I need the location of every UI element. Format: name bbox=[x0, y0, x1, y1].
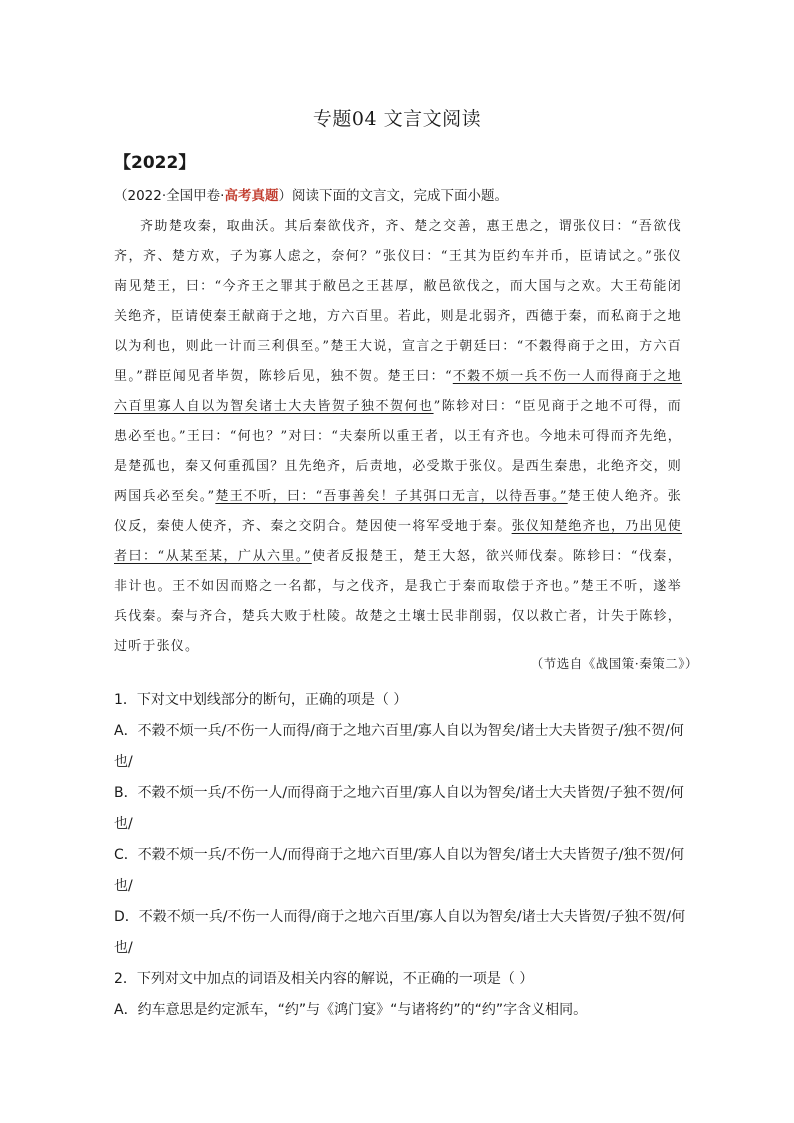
question-1-option-c: C．不穀不烦一兵/不伤一人/而得商于之地六百里/寡人自以为智矣/诸士大夫皆贺子/独不贺/何也/ bbox=[114, 847, 685, 894]
intro-prefix: （2022·全国甲卷· bbox=[114, 188, 225, 204]
classical-passage bbox=[114, 212, 682, 662]
question-1-option-d: D．不穀不烦一兵/不伤一人而得/商于之地六百里/寡人自以为智矣/诸士大夫皆贺/子独不贺/何也/ bbox=[114, 909, 686, 956]
page-title: 专题04 文言文阅读 bbox=[312, 108, 482, 130]
question-2-option-a: A．约车意思是约定派车，“约”与《鸿门宴》“与诸将约”的“约”字含义相同。 bbox=[114, 1002, 588, 1018]
passage-text: 齐助楚攻秦，取曲沃。其后秦欲伐齐，齐、楚之交善，惠王患之，谓张仪曰：“吾欲伐齐，齐、楚方欢，子为寡人虑之，奈何？”张仪曰：“王其为臣约车并币，臣请试之。”张仪南见楚王，曰：“今齐王之罪其于敝邑之王甚厚，敝邑欲伐之，而大国与之欢。大王苟能闭关绝齐，臣请使秦王献商于之地，方六百里。若此，则是北弱齐，西德于秦，而私商于之地以为利也，则此一计而三利俱至。”楚王大说，宣言之于朝廷曰：“不穀得商于之田，方六百里。”群臣闻见者毕贺，陈轸后见，独不贺。楚王曰：“ bbox=[114, 219, 683, 384]
passage-text: 楚王使人绝齐。张仪反，秦使人使齐，齐、秦之交阴合。楚因使一将军受地于秦。 bbox=[114, 489, 682, 534]
question-2-stem: 2．下列对文中加点的词语及相关内容的解说，不正确的一项是（ ） bbox=[114, 971, 534, 987]
underlined-sentence-3: 张仪知楚绝齐也，乃出见使者曰：“从某至某，广从六里。” bbox=[114, 519, 683, 564]
passage-text: 使者反报楚王，楚王大怒，欲兴师伐秦。陈轸曰：“伐秦，非计也。王不如因而赂之一名都，与之伐齐，是我亡于秦而取偿于齐也。”楚王不听，遂举兵伐秦。秦与齐合，楚兵大败于杜陵。故楚之土壤士民非削弱，仅以救亡者，计失于陈轸，过听于张仪。 bbox=[114, 549, 683, 654]
passage-source: （节选自《战国策·秦策二》） bbox=[530, 656, 698, 671]
year-heading: 【2022】 bbox=[114, 153, 196, 173]
question-intro bbox=[114, 184, 694, 204]
questions-section bbox=[114, 685, 694, 1026]
question-1-option-b: B．不穀不烦一兵/不伤一人/而得商于之地六百里/寡人自以为智矣/诸士大夫皆贺/子独不贺/何也/ bbox=[114, 785, 684, 832]
question-1-stem: 1．下对文中划线部分的断句，正确的项是（ ） bbox=[114, 692, 408, 708]
underlined-sentence-1: 不穀不烦一兵不伤一人而得商于之地六百里寡人自以为智矣诸士大夫皆贺子独不贺何也 bbox=[114, 369, 682, 414]
question-1-option-a: A．不穀不烦一兵/不伤一人而得/商于之地六百里/寡人自以为智矣/诸士大夫皆贺子/独不贺/何也/ bbox=[114, 723, 684, 770]
underlined-sentence-2: 楚王不听，曰：“吾事善矣！子其弭口无言，以待吾事。” bbox=[215, 489, 568, 504]
intro-highlight: 高考真题 bbox=[224, 188, 279, 204]
intro-suffix: ）阅读下面的文言文，完成下面小题。 bbox=[278, 188, 508, 204]
passage-text: ”陈轸对曰：“臣见商于之地不可得，而患必至也。”王曰：“何也？”对曰：“夫秦所以重王者，以王有齐也。今地未可得而齐先绝，是楚孤也，秦又何重孤国？且先绝齐，后责地，必受欺于张仪。是西生秦患，北绝齐交，则两国兵必至矣。” bbox=[114, 399, 683, 504]
